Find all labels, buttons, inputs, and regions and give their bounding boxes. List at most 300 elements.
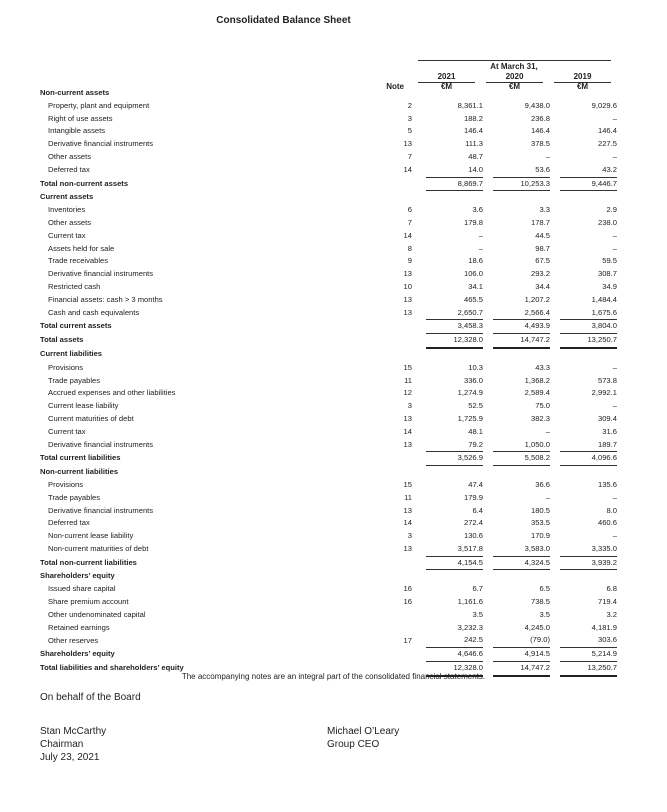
row-label: Shareholders’ equity bbox=[40, 571, 115, 581]
row-label: Total current liabilities bbox=[40, 453, 121, 463]
value-cell: 12,328.0 bbox=[426, 662, 483, 676]
table-row bbox=[40, 138, 617, 151]
value-cell: 4,493.9 bbox=[493, 320, 550, 334]
value-cell bbox=[560, 570, 617, 583]
table-row bbox=[40, 164, 617, 177]
row-label: Provisions bbox=[48, 479, 84, 489]
signatory-role: Group CEO bbox=[327, 739, 380, 750]
note-ref: 5 bbox=[407, 126, 412, 136]
table-row bbox=[40, 387, 617, 400]
row-label: Right of use assets bbox=[48, 113, 113, 123]
value-cell: 308.7 bbox=[597, 269, 617, 279]
value-cell: 47.4 bbox=[468, 479, 483, 489]
spacer bbox=[412, 177, 426, 191]
spacer bbox=[412, 100, 426, 113]
spacer bbox=[550, 466, 560, 479]
value-cell bbox=[560, 348, 617, 362]
signatory-role: Chairman bbox=[40, 739, 84, 750]
spacer bbox=[483, 151, 493, 164]
value-cell: 6.8 bbox=[606, 584, 617, 594]
row-label: Current maturities of debt bbox=[48, 413, 134, 423]
note-ref bbox=[378, 466, 412, 479]
table-row bbox=[40, 243, 617, 256]
spacer bbox=[550, 281, 560, 294]
value-cell: 382.3 bbox=[530, 413, 550, 423]
spacer bbox=[550, 268, 560, 281]
row-label: Derivative financial instruments bbox=[48, 139, 154, 149]
value-cell: 170.9 bbox=[530, 531, 550, 541]
spacer bbox=[483, 452, 493, 466]
value-cell: 14,747.2 bbox=[493, 662, 550, 676]
table-row bbox=[40, 151, 617, 164]
total-row bbox=[40, 320, 617, 334]
header-rule bbox=[418, 60, 611, 61]
spacer bbox=[483, 177, 493, 191]
value-cell: (79.0) bbox=[530, 635, 550, 645]
note-ref: 13 bbox=[403, 294, 412, 304]
period-header: At March 31, bbox=[490, 62, 538, 71]
value-cell: 3,526.9 bbox=[426, 452, 483, 466]
value-cell: 75.0 bbox=[535, 401, 550, 411]
note-ref: 3 bbox=[407, 401, 412, 411]
value-cell: 3,517.8 bbox=[457, 543, 483, 553]
spacer bbox=[412, 492, 426, 505]
spacer bbox=[550, 426, 560, 439]
spacer bbox=[550, 375, 560, 388]
spacer bbox=[550, 583, 560, 596]
note-ref bbox=[378, 570, 412, 583]
spacer bbox=[550, 622, 560, 635]
spacer bbox=[412, 530, 426, 543]
value-cell: 3.6 bbox=[472, 205, 483, 215]
signature-date: July 23, 2021 bbox=[40, 752, 100, 763]
note-ref: 14 bbox=[403, 518, 412, 528]
value-cell: 98.7 bbox=[535, 243, 550, 253]
spacer bbox=[412, 164, 426, 177]
spacer bbox=[550, 294, 560, 307]
spacer bbox=[483, 204, 493, 217]
row-label: Issued share capital bbox=[48, 584, 116, 594]
row-label: Non-current assets bbox=[40, 88, 110, 97]
table-row bbox=[40, 543, 617, 556]
spacer bbox=[412, 517, 426, 530]
section-header-row bbox=[40, 466, 617, 479]
table-row bbox=[40, 596, 617, 609]
spacer bbox=[412, 543, 426, 556]
spacer bbox=[550, 413, 560, 426]
value-cell: 1,274.9 bbox=[457, 388, 483, 398]
note-ref: 16 bbox=[403, 584, 412, 594]
value-cell: 6.5 bbox=[539, 584, 550, 594]
value-cell: 8,869.7 bbox=[426, 177, 483, 191]
total-row bbox=[40, 177, 617, 191]
spacer bbox=[412, 362, 426, 375]
value-cell: 12,328.0 bbox=[426, 334, 483, 348]
table-row bbox=[40, 413, 617, 426]
value-cell: 13,250.7 bbox=[560, 662, 617, 676]
note-ref: 3 bbox=[407, 113, 412, 123]
spacer bbox=[550, 634, 560, 647]
board-statement: On behalf of the Board bbox=[40, 692, 141, 703]
value-cell: 3,232.3 bbox=[457, 622, 483, 632]
spacer bbox=[483, 164, 493, 177]
spacer bbox=[412, 452, 426, 466]
value-cell: 1,368.2 bbox=[524, 375, 550, 385]
value-cell: 4,914.5 bbox=[493, 648, 550, 662]
value-cell: – bbox=[612, 492, 617, 502]
value-cell bbox=[560, 87, 617, 100]
table-row bbox=[40, 255, 617, 268]
spacer bbox=[412, 439, 426, 452]
note-ref bbox=[378, 320, 412, 334]
value-cell: 31.6 bbox=[602, 426, 617, 436]
row-label: Trade payables bbox=[48, 375, 101, 385]
spacer bbox=[412, 281, 426, 294]
spacer bbox=[550, 217, 560, 230]
value-cell: 79.2 bbox=[468, 439, 483, 449]
spacer bbox=[550, 348, 560, 362]
spacer bbox=[483, 466, 493, 479]
value-cell: – bbox=[545, 492, 550, 502]
value-cell: – bbox=[612, 243, 617, 253]
spacer bbox=[412, 609, 426, 622]
row-label: Derivative financial instruments bbox=[48, 505, 154, 515]
value-cell: 52.5 bbox=[468, 401, 483, 411]
table-row bbox=[40, 400, 617, 413]
value-cell: – bbox=[612, 230, 617, 240]
note-ref: 13 bbox=[403, 544, 412, 554]
year-2019: 2019 bbox=[554, 72, 611, 83]
value-cell: 13,250.7 bbox=[560, 334, 617, 348]
value-cell: 573.8 bbox=[597, 375, 617, 385]
note-ref: 16 bbox=[403, 597, 412, 607]
value-cell: 130.6 bbox=[463, 531, 483, 541]
spacer bbox=[412, 583, 426, 596]
value-cell: 738.5 bbox=[530, 597, 550, 607]
spacer bbox=[412, 348, 426, 362]
spacer bbox=[412, 307, 426, 320]
spacer bbox=[483, 294, 493, 307]
table-row bbox=[40, 439, 617, 452]
note-ref: 13 bbox=[403, 413, 412, 423]
spacer bbox=[412, 255, 426, 268]
row-label: Property, plant and equipment bbox=[48, 100, 150, 110]
spacer bbox=[483, 492, 493, 505]
note-ref: 7 bbox=[407, 151, 412, 161]
spacer bbox=[483, 426, 493, 439]
spacer bbox=[412, 556, 426, 570]
section-header-row bbox=[40, 191, 617, 204]
value-cell: 465.5 bbox=[463, 294, 483, 304]
row-label: Assets held for sale bbox=[48, 243, 115, 253]
spacer bbox=[550, 243, 560, 256]
value-cell: 2,566.4 bbox=[524, 307, 550, 317]
note-ref: 9 bbox=[407, 256, 412, 266]
spacer bbox=[483, 243, 493, 256]
row-label: Accrued expenses and other liabilities bbox=[48, 388, 176, 398]
table-row bbox=[40, 113, 617, 126]
value-cell: 293.2 bbox=[530, 269, 550, 279]
value-cell: 2.9 bbox=[606, 205, 617, 215]
value-cell: 179.8 bbox=[463, 217, 483, 227]
row-label: Restricted cash bbox=[48, 281, 101, 291]
value-cell: 3,939.2 bbox=[560, 556, 617, 570]
row-label: Intangible assets bbox=[48, 126, 105, 136]
spacer bbox=[483, 596, 493, 609]
value-cell: 34.9 bbox=[602, 281, 617, 291]
note-ref bbox=[378, 452, 412, 466]
table-row bbox=[40, 609, 617, 622]
spacer bbox=[483, 125, 493, 138]
row-label: Current assets bbox=[40, 192, 94, 202]
spacer bbox=[550, 204, 560, 217]
spacer bbox=[483, 609, 493, 622]
spacer bbox=[483, 100, 493, 113]
signatory-name: Stan McCarthy bbox=[40, 726, 107, 737]
table-row bbox=[40, 517, 617, 530]
value-cell bbox=[426, 466, 483, 479]
value-cell: 303.6 bbox=[597, 635, 617, 645]
value-cell: 1,725.9 bbox=[457, 413, 483, 423]
value-cell: 188.2 bbox=[463, 113, 483, 123]
value-cell: 106.0 bbox=[463, 269, 483, 279]
spacer bbox=[550, 334, 560, 348]
table-row bbox=[40, 492, 617, 505]
value-cell: 9,438.0 bbox=[524, 100, 550, 110]
note-ref: 14 bbox=[403, 230, 412, 240]
spacer bbox=[550, 505, 560, 518]
note-ref bbox=[378, 191, 412, 204]
value-cell: 4,181.9 bbox=[591, 622, 617, 632]
value-cell: 272.4 bbox=[463, 518, 483, 528]
row-label: Inventories bbox=[48, 205, 86, 215]
section-header-row bbox=[40, 570, 617, 583]
value-cell: 48.7 bbox=[468, 151, 483, 161]
spacer bbox=[483, 138, 493, 151]
value-cell: 8,361.1 bbox=[457, 100, 483, 110]
value-cell: 146.4 bbox=[463, 126, 483, 136]
spacer bbox=[412, 426, 426, 439]
value-cell bbox=[560, 466, 617, 479]
value-cell: 3,335.0 bbox=[591, 543, 617, 553]
value-cell: 2,589.4 bbox=[524, 388, 550, 398]
spacer bbox=[550, 609, 560, 622]
spacer bbox=[412, 387, 426, 400]
total-row bbox=[40, 556, 617, 570]
note-ref: 6 bbox=[407, 205, 412, 215]
value-cell: 378.5 bbox=[530, 139, 550, 149]
value-cell: 227.5 bbox=[597, 139, 617, 149]
spacer bbox=[483, 362, 493, 375]
spacer bbox=[483, 281, 493, 294]
balance-sheet-table bbox=[40, 87, 617, 677]
spacer bbox=[550, 400, 560, 413]
value-cell: 3.5 bbox=[472, 609, 483, 619]
row-label: Total liabilities and shareholders’ equity bbox=[40, 663, 184, 673]
value-cell: 4,324.5 bbox=[493, 556, 550, 570]
spacer bbox=[412, 294, 426, 307]
value-cell: 53.6 bbox=[535, 164, 550, 174]
value-cell: 336.0 bbox=[463, 375, 483, 385]
currency-2020: €M bbox=[508, 82, 521, 91]
value-cell bbox=[560, 191, 617, 204]
note-ref: 15 bbox=[403, 479, 412, 489]
value-cell: 48.1 bbox=[468, 426, 483, 436]
value-cell: 43.3 bbox=[535, 362, 550, 372]
spacer bbox=[550, 191, 560, 204]
row-label: Current liabilities bbox=[40, 349, 103, 359]
spacer bbox=[412, 413, 426, 426]
total-row bbox=[40, 452, 617, 466]
note-ref: 17 bbox=[403, 635, 412, 645]
year-2020: 2020 bbox=[486, 72, 543, 83]
note-ref: 15 bbox=[403, 362, 412, 372]
spacer bbox=[483, 217, 493, 230]
note-ref: 7 bbox=[407, 217, 412, 227]
spacer bbox=[412, 622, 426, 635]
spacer bbox=[412, 634, 426, 647]
table-row bbox=[40, 100, 617, 113]
row-label: Shareholders’ equity bbox=[40, 649, 115, 659]
value-cell: 59.5 bbox=[602, 256, 617, 266]
value-cell: 2,992.1 bbox=[591, 388, 617, 398]
note-ref bbox=[378, 348, 412, 362]
value-cell: 67.5 bbox=[535, 256, 550, 266]
spacer bbox=[550, 648, 560, 662]
value-cell: 5,508.2 bbox=[493, 452, 550, 466]
spacer bbox=[550, 230, 560, 243]
spacer bbox=[550, 177, 560, 191]
spacer bbox=[412, 191, 426, 204]
spacer bbox=[412, 479, 426, 492]
spacer bbox=[412, 375, 426, 388]
spacer bbox=[412, 204, 426, 217]
spacer bbox=[550, 113, 560, 126]
spacer bbox=[483, 334, 493, 348]
value-cell: 36.6 bbox=[535, 479, 550, 489]
spacer bbox=[550, 125, 560, 138]
row-label: Other undenominated capital bbox=[48, 609, 146, 619]
total-row bbox=[40, 334, 617, 348]
spacer bbox=[550, 138, 560, 151]
row-label: Derivative financial instruments bbox=[48, 439, 154, 449]
value-cell: 111.3 bbox=[465, 139, 483, 149]
spacer bbox=[412, 466, 426, 479]
note-ref: 14 bbox=[403, 165, 412, 175]
value-cell: – bbox=[612, 401, 617, 411]
note-ref bbox=[378, 622, 412, 635]
table-row bbox=[40, 479, 617, 492]
value-cell: 3,583.0 bbox=[524, 543, 550, 553]
spacer bbox=[412, 125, 426, 138]
row-label: Non-current maturities of debt bbox=[48, 544, 149, 554]
value-cell: 3,804.0 bbox=[560, 320, 617, 334]
value-cell: 1,161.6 bbox=[457, 597, 483, 607]
row-label: Current tax bbox=[48, 230, 86, 240]
value-cell: 14,747.2 bbox=[493, 334, 550, 348]
note-ref bbox=[378, 87, 412, 100]
note-ref: 13 bbox=[403, 269, 412, 279]
note-ref: 12 bbox=[403, 388, 412, 398]
spacer bbox=[483, 439, 493, 452]
value-cell bbox=[426, 191, 483, 204]
spacer bbox=[550, 387, 560, 400]
value-cell bbox=[493, 570, 550, 583]
value-cell: 4,154.5 bbox=[426, 556, 483, 570]
note-ref: 13 bbox=[403, 505, 412, 515]
section-header-row bbox=[40, 348, 617, 362]
spacer bbox=[483, 113, 493, 126]
spacer bbox=[483, 622, 493, 635]
table-row bbox=[40, 204, 617, 217]
spacer bbox=[412, 230, 426, 243]
spacer bbox=[550, 543, 560, 556]
spacer bbox=[550, 151, 560, 164]
table-row bbox=[40, 622, 617, 635]
spacer bbox=[412, 87, 426, 100]
note-ref: 8 bbox=[407, 243, 412, 253]
value-cell: 10.3 bbox=[468, 362, 483, 372]
spacer bbox=[412, 113, 426, 126]
value-cell: 5,214.9 bbox=[560, 648, 617, 662]
spacer bbox=[483, 375, 493, 388]
table-row bbox=[40, 362, 617, 375]
note-ref bbox=[378, 177, 412, 191]
footnote: The accompanying notes are an integral part of the consolidated financial statements. bbox=[181, 672, 486, 681]
spacer bbox=[483, 255, 493, 268]
spacer bbox=[483, 570, 493, 583]
note-header: Note bbox=[386, 82, 404, 91]
value-cell: 6.7 bbox=[472, 584, 483, 594]
table-row bbox=[40, 294, 617, 307]
value-cell: – bbox=[545, 426, 550, 436]
signatory-name: Michael O’Leary bbox=[327, 726, 400, 737]
spacer bbox=[412, 596, 426, 609]
value-cell: 6.4 bbox=[472, 505, 483, 515]
value-cell: – bbox=[545, 151, 550, 161]
row-label: Retained earnings bbox=[48, 622, 110, 632]
value-cell: 242.5 bbox=[463, 635, 483, 645]
table-row bbox=[40, 307, 617, 320]
value-cell: 3.2 bbox=[606, 609, 617, 619]
section-header-row bbox=[40, 87, 617, 100]
spacer bbox=[483, 307, 493, 320]
value-cell: 309.4 bbox=[597, 413, 617, 423]
spacer bbox=[550, 320, 560, 334]
value-cell bbox=[426, 570, 483, 583]
spacer bbox=[412, 243, 426, 256]
table-row bbox=[40, 125, 617, 138]
spacer bbox=[550, 570, 560, 583]
table-row bbox=[40, 634, 617, 647]
value-cell bbox=[493, 191, 550, 204]
spacer bbox=[550, 479, 560, 492]
spacer bbox=[483, 87, 493, 100]
spacer bbox=[412, 320, 426, 334]
note-ref bbox=[378, 334, 412, 348]
table-row bbox=[40, 505, 617, 518]
row-label: Current lease liability bbox=[48, 401, 119, 411]
value-cell bbox=[493, 348, 550, 362]
spacer bbox=[550, 492, 560, 505]
spacer bbox=[550, 452, 560, 466]
row-label: Non-current lease liability bbox=[48, 531, 134, 541]
value-cell: – bbox=[478, 243, 483, 253]
value-cell: 4,096.6 bbox=[560, 452, 617, 466]
spacer bbox=[483, 348, 493, 362]
row-label: Total non-current assets bbox=[40, 178, 129, 188]
note-ref: 11 bbox=[404, 492, 412, 502]
